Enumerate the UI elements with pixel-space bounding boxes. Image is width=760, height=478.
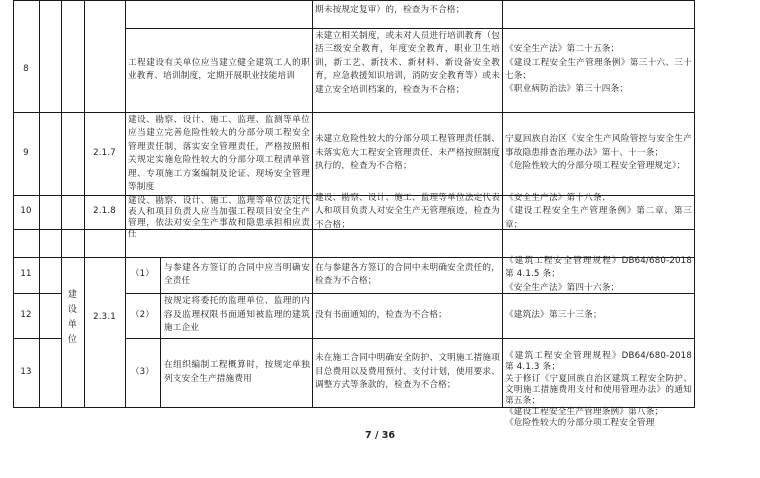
result-text: 未建立相关制度，或未对人员进行培训教育（包括三级安全教育，年度安全教育，职业卫生培训，新工艺、新技术、新材料、新设备安全教育，应急救援知识培训，消防安全教育等）或未建立安全培训档案的，检查为不合格；: [315, 31, 500, 95]
page-number: 7 / 36: [365, 430, 395, 441]
row-number: 11: [20, 269, 32, 280]
clause-code: 2.1.8: [93, 206, 116, 217]
basis-text: 《建筑工程安全管理规程》DB64/680-2018 第 4.1.5 条； 《安全生产法》第四十六条；: [505, 255, 692, 293]
basis-text: 《安全生产法》第二十五条； 《建设工程安全生产管理条例》第三十六、三十七条； 《职业病防治法》第三十四条；: [505, 44, 692, 95]
basis-text: 宁夏回族自治区《安全生产风险管控与安全生产事故隐患排查治理办法》第十、十一条； 《危险性较大的分部分项工程安全管理规定》；: [505, 134, 692, 172]
basis-text: 《建筑工程安全管理规程》DB64/680-2018 第 4.1.3 条； 关于修订《宁夏回族自治区建筑工程安全防护、文明施工措施费用支付和使用管理办法》的通知第五条； 《建设工程安全生产管理条例》第八条； 《危险性较大的分部分项工程安全管理: [505, 351, 692, 429]
basis-cell: [505, 28, 692, 112]
sub-item-number: （2）: [130, 309, 155, 320]
row-number: 10: [20, 206, 32, 217]
requirement-cell: [128, 196, 310, 239]
sub-item-number: （1）: [130, 269, 155, 280]
unit-label: [61, 229, 84, 407]
requirement-text: 与参建各方签订的合同中应当明确安全责任: [164, 262, 310, 286]
result-cell: [315, 112, 500, 195]
requirement-cell: [128, 28, 310, 112]
row-number: 9: [23, 147, 29, 158]
requirement-cell: [164, 257, 310, 293]
requirement-text: 建设、勘察、设计、施工、监理、监测等单位应当建立完善危险性较大的分部分项工程安全管理责任制，落实安全管理责任，严格按照相关规定实施危险性较大的分部分项工程清单管理、专项施工方案编制及论证、现场安全管理等制度: [128, 115, 310, 193]
requirement-text: 在组织编制工程概算时，按规定单独列支安全生产措施费用: [164, 360, 310, 384]
requirement-cell: [164, 293, 310, 338]
unit-label-text: 建设单位: [67, 290, 78, 345]
basis-text: 《安全生产法》第十八条； 《建设工程安全生产管理条例》第二章、第三章；: [505, 192, 692, 230]
result-cell: [315, 338, 500, 407]
basis-cell: [505, 340, 692, 429]
col-border: [160, 257, 161, 408]
row-number: 12: [20, 309, 32, 320]
result-text: 期未按规定复审）的，检查为不合格；: [315, 5, 465, 15]
result-cell: [315, 4, 500, 26]
basis-cell: [505, 192, 692, 230]
result-cell: [315, 30, 500, 112]
col-border: [694, 0, 695, 408]
requirement-text: 建设、勘察、设计、施工、监理等单位法定代表人和项目负责人应当加强工程项目安全生产管理，依法对安全生产事故和隐患承担相应责任: [128, 196, 310, 239]
basis-text: 《建筑法》第三十三条；: [505, 309, 602, 320]
basis-cell: [505, 257, 692, 293]
requirement-text: 工程建设有关单位应当建立健全建筑工人的职业教育、培训制度，定期开展职业技能培训: [128, 57, 310, 81]
sub-item-number: （3）: [130, 366, 155, 377]
col-border: [39, 0, 40, 408]
requirement-cell: [128, 114, 310, 195]
result-cell: [315, 192, 500, 230]
result-text: 在与参建各方签订的合同中未明确安全责任的，检查为不合格；: [315, 262, 500, 286]
col-border: [502, 0, 503, 408]
result-text: 没有书面通知的，检查为不合格；: [315, 309, 447, 320]
clause-code: 2.1.7: [93, 147, 116, 158]
row-border: [13, 0, 694, 1]
result-text: 未建立危险性较大的分部分项工程管理责任制、未落实危大工程安全管理责任、未严格按照制度执行的，检查为不合格；: [315, 134, 500, 172]
requirement-cell: [164, 338, 310, 407]
requirement-text: 按规定将委托的监理单位、监理的内容及监理权限书面通知被监理的建筑施工企业: [164, 296, 310, 334]
basis-cell: [505, 293, 692, 338]
result-text: 建设、勘察、设计、施工、监理等单位法定代表人和项目负责人对安全生产无管理痕迹，检查为不合格；: [315, 192, 500, 230]
basis-cell: [505, 112, 692, 195]
row-number: 8: [23, 64, 29, 75]
result-cell: [315, 257, 500, 293]
result-cell: [315, 293, 500, 338]
clause-code: 2.3.1: [93, 312, 116, 323]
col-border: [312, 0, 313, 408]
row-number: 13: [20, 366, 32, 377]
result-text: 未在施工合同中明确安全防护、文明施工措施项目总费用以及费用预付、支付计划，使用要求、调整方式等条款的，检查为不合格；: [315, 353, 500, 391]
